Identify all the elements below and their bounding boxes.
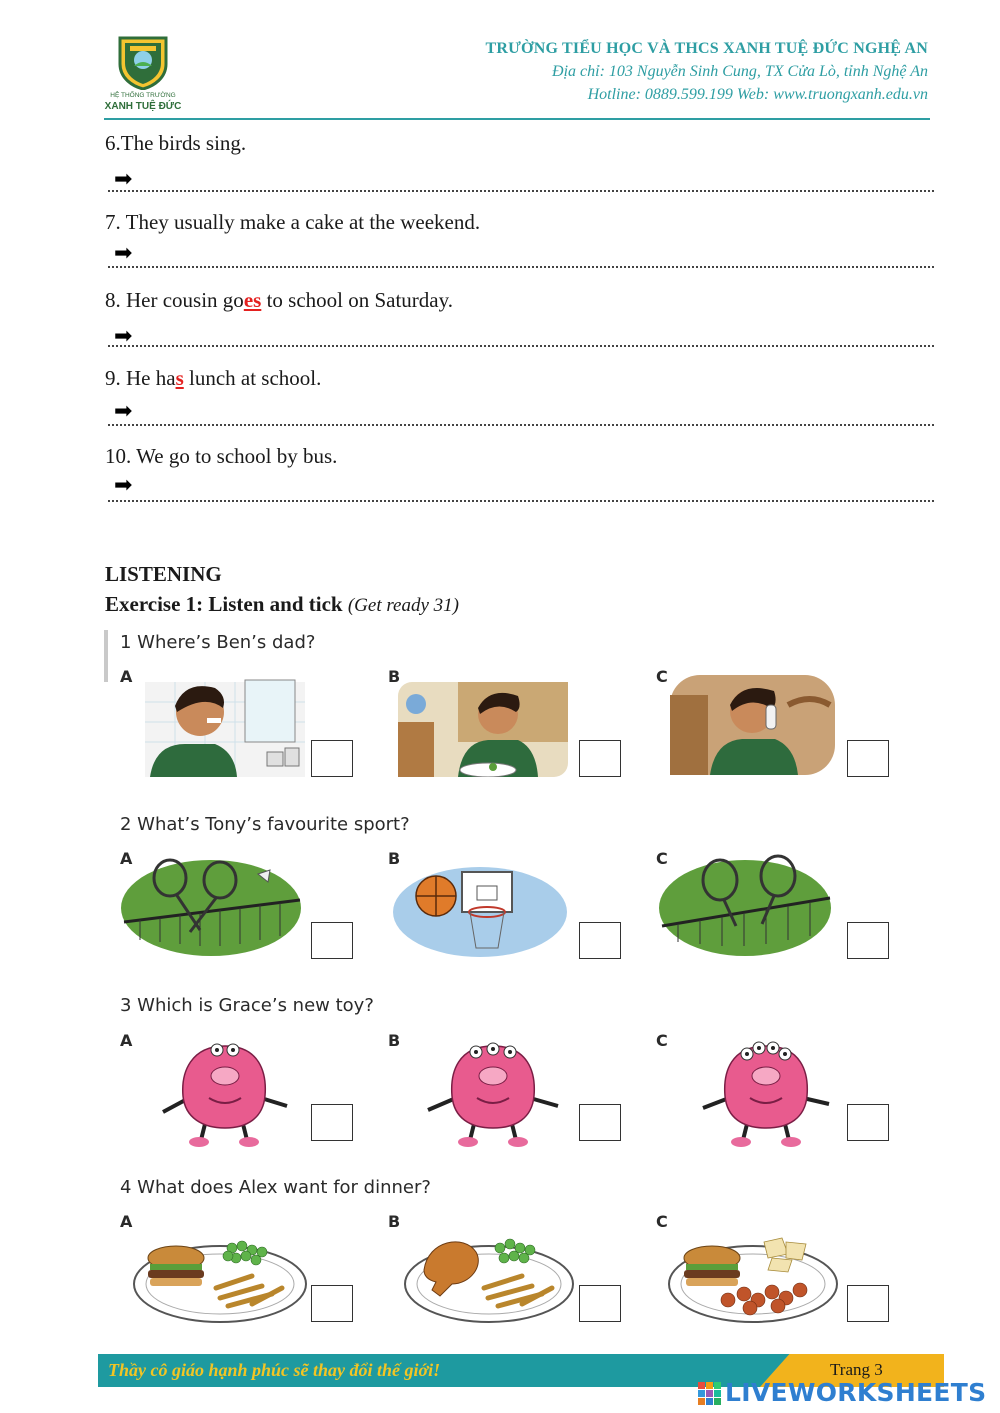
option-label: B [388, 849, 401, 868]
arrow-icon: ➡ [114, 399, 133, 424]
arrow-icon: ➡ [114, 324, 133, 349]
shield-icon [116, 34, 170, 90]
sentence-10: 10. We go to school by bus. [105, 444, 338, 468]
question-3: 3 Which is Grace’s new toy? [120, 995, 374, 1016]
picture-monster-a [155, 1032, 295, 1148]
section-title: LISTENING [105, 562, 222, 586]
picture-burger-sausages-potatoes [668, 1228, 838, 1324]
tick-box-3b[interactable] [579, 1104, 621, 1141]
sentence-6: 6.The birds sing. [105, 131, 247, 155]
answer-line-6[interactable] [108, 190, 934, 192]
tick-box-1b[interactable] [579, 740, 621, 777]
exercise-note: (Get ready 31) [347, 595, 460, 616]
image-edge [104, 630, 108, 682]
option-label: B [388, 667, 401, 686]
option-label: B [388, 1031, 401, 1050]
arrow-icon: ➡ [114, 167, 133, 192]
tick-box-2c[interactable] [847, 922, 889, 959]
footer-motto: Thầy cô giáo hạnh phúc sẽ thay đổi thế giới! [108, 1360, 441, 1380]
highlighted-ending: es [243, 288, 262, 312]
header-divider [104, 118, 930, 120]
question-4: 4 What does Alex want for dinner? [120, 1177, 431, 1198]
school-logo [102, 34, 184, 116]
tick-box-2a[interactable] [311, 922, 353, 959]
picture-basketball [392, 866, 568, 958]
tick-box-3a[interactable] [311, 1104, 353, 1141]
option-label: C [656, 849, 668, 868]
arrow-icon: ➡ [114, 473, 133, 498]
option-label: A [120, 849, 133, 868]
answer-line-7[interactable] [108, 266, 934, 268]
tick-box-1a[interactable] [311, 740, 353, 777]
exercise-title: Exercise 1: Listen and tick (Get ready 31) [105, 592, 460, 616]
sentence-8: 8. Her cousin goes to school on Saturday. [105, 288, 454, 312]
brand-grid-icon [698, 1382, 722, 1406]
picture-burger-peas-chips [132, 1228, 308, 1324]
option-label: A [120, 667, 133, 686]
highlighted-ending: s [175, 366, 184, 390]
option-label: B [388, 1212, 401, 1231]
picture-on-phone [670, 675, 835, 775]
school-address: Địa chỉ: 103 Nguyễn Sinh Cung, TX Cửa Lò, tỉnh Nghệ An [552, 63, 928, 80]
picture-monster-b [420, 1032, 566, 1148]
tick-box-4b[interactable] [579, 1285, 621, 1322]
logo-name: XANH TUỆ ĐỨC [104, 101, 182, 112]
arrow-icon: ➡ [114, 241, 133, 266]
tick-box-4c[interactable] [847, 1285, 889, 1322]
answer-line-8[interactable] [108, 345, 934, 347]
option-label: A [120, 1031, 133, 1050]
picture-eating-dinner [398, 682, 568, 777]
picture-brushing-teeth [145, 672, 305, 777]
option-label: C [656, 667, 668, 686]
answer-line-10[interactable] [108, 500, 934, 502]
answer-line-9[interactable] [108, 424, 934, 426]
option-label: C [656, 1031, 668, 1050]
logo-caption: HỆ THỐNG TRƯỜNG [110, 92, 176, 99]
liveworksheets-brand[interactable] [698, 1380, 998, 1410]
sentence-7: 7. They usually make a cake at the weekend. [105, 210, 481, 234]
picture-chicken-peas-chips [404, 1226, 574, 1324]
tick-box-2b[interactable] [579, 922, 621, 959]
sentence-9: 9. He has lunch at school. [105, 366, 322, 390]
brand-text: LIVEWORKSHEETS [725, 1378, 987, 1407]
picture-tennis [658, 852, 832, 958]
question-1: 1 Where’s Ben’s dad? [120, 632, 316, 653]
question-2: 2 What’s Tony’s favourite sport? [120, 814, 410, 835]
picture-badminton [120, 852, 302, 958]
page-number: Trang 3 [830, 1360, 883, 1379]
option-label: C [656, 1212, 668, 1231]
picture-monster-c [695, 1032, 837, 1148]
school-hotline: Hotline: 0889.599.199 Web: www.truongxanh.edu.vn [587, 86, 928, 103]
school-name: TRƯỜNG TIỂU HỌC VÀ THCS XANH TUỆ ĐỨC NGHỆ AN [485, 40, 928, 57]
tick-box-3c[interactable] [847, 1104, 889, 1141]
option-label: A [120, 1212, 133, 1231]
tick-box-4a[interactable] [311, 1285, 353, 1322]
tick-box-1c[interactable] [847, 740, 889, 777]
